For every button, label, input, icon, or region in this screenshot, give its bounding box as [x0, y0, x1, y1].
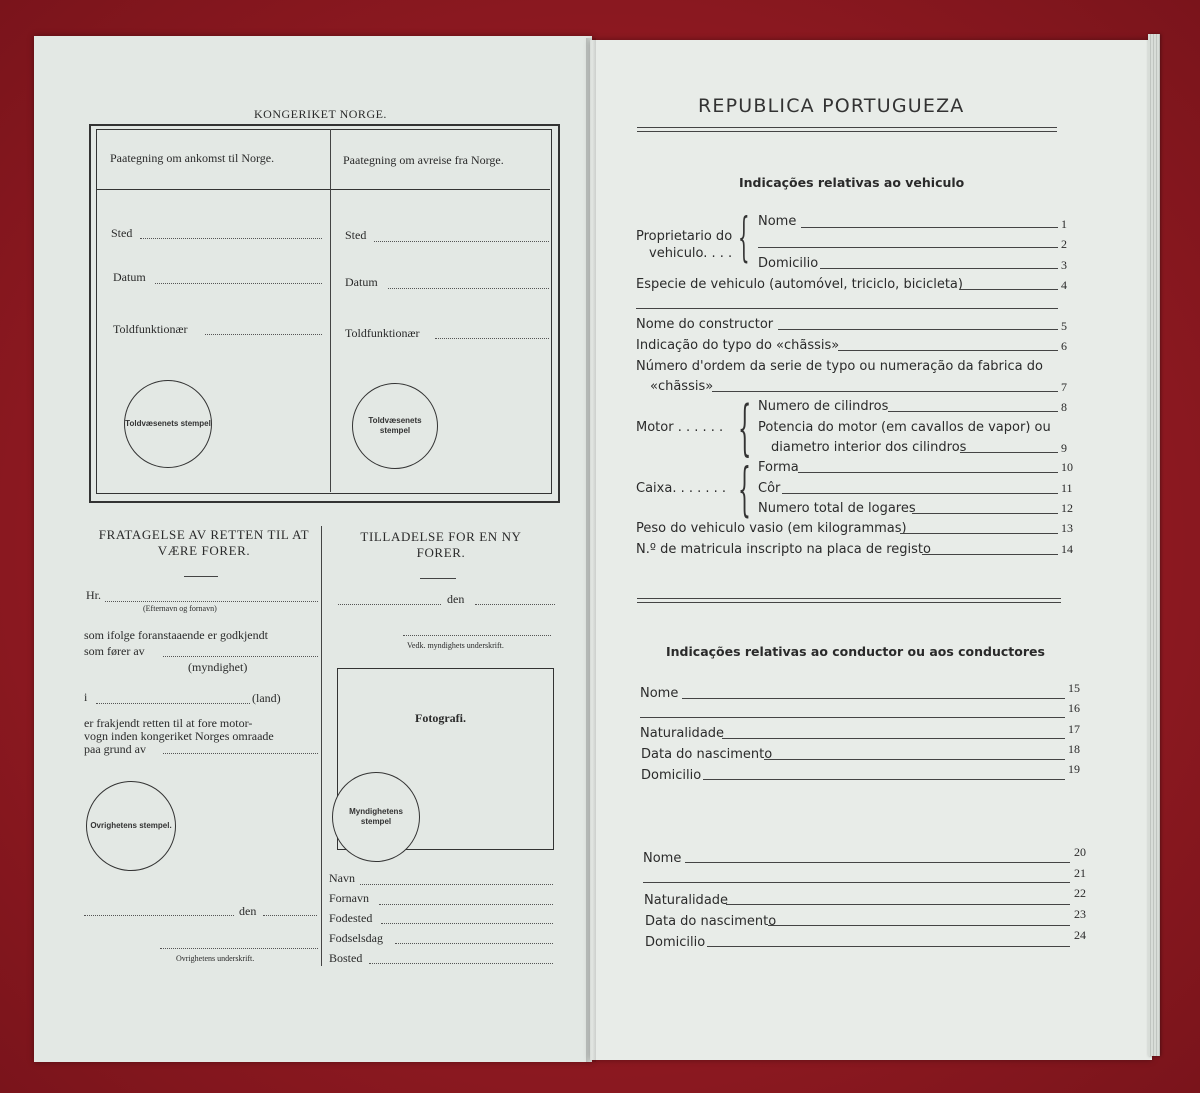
c2-nome: Nome	[643, 851, 682, 866]
som-ifolge: som ifolge foranstaaende er godkjendt	[84, 628, 268, 642]
myndighet-stamp: Myndighetens stempel	[332, 772, 420, 862]
i-label: i	[84, 690, 88, 704]
num-11: 11	[1061, 481, 1073, 495]
fotografi-label: Fotografi.	[415, 711, 466, 725]
num-8: 8	[1061, 400, 1067, 414]
toldvaesen-stamp-2: Toldvæsenets stempel	[352, 383, 438, 469]
field-domicilio: Domicilio	[758, 256, 819, 271]
frakjendt-line3: paa grund av	[84, 742, 146, 756]
som-forer: som fører av	[84, 644, 145, 658]
bosted-label: Bosted	[329, 951, 363, 965]
fodested-label: Fodested	[329, 911, 373, 925]
proprietario-line1: Proprietario do	[636, 229, 733, 244]
col2-datum: Datum	[345, 275, 378, 289]
hr-note: (Efternavn og fornavn)	[143, 604, 217, 613]
frakjendt-line1: er frakjendt retten til at fore motor-	[84, 716, 253, 730]
potencia-line1: Potencia do motor (em cavallos de vapor) ou	[758, 420, 1051, 435]
col1-header: Paategning om ankomst til Norge.	[110, 151, 275, 165]
lower-col-divider	[321, 526, 322, 966]
c2-data: Data do nascimento	[645, 914, 777, 929]
c2-domicilio: Domicilio	[645, 935, 706, 950]
right-title: REPUBLICA PORTUGUEZA	[698, 95, 965, 117]
brace-caixa: {	[738, 455, 751, 523]
col1-datum: Datum	[113, 270, 146, 284]
matricula: N.º de matricula inscripto na placa de registo	[636, 542, 931, 557]
num-9: 9	[1061, 441, 1067, 455]
fornavn-label: Fornavn	[329, 891, 369, 905]
toldvaesen-stamp-1: Toldvæsenets stempel	[124, 380, 212, 468]
myndighet-note: (myndighet)	[188, 660, 248, 674]
field-nome: Nome	[758, 214, 797, 229]
col2-toldfunktionaer: Toldfunktionær	[345, 326, 420, 340]
num-19: 19	[1068, 762, 1080, 776]
num-6: 6	[1061, 339, 1067, 353]
customs-col-divider	[330, 129, 331, 492]
cor: Côr	[758, 481, 781, 496]
potencia-line2: diametro interior dos cilindros	[771, 440, 967, 455]
brace-motor: {	[738, 393, 752, 463]
brace-proprietario: {	[738, 208, 750, 268]
hr-label: Hr.	[86, 588, 101, 602]
num-14: 14	[1061, 542, 1073, 556]
land-note: (land)	[252, 691, 281, 705]
num-12: 12	[1061, 501, 1073, 515]
construtor: Nome do constructor	[636, 317, 774, 332]
motor-label: Motor . . . . . .	[636, 420, 724, 435]
num-5: 5	[1061, 319, 1067, 333]
num-23: 23	[1074, 907, 1086, 921]
vedk-underskrift: Vedk. myndighets underskrift.	[407, 641, 504, 650]
col2-sted: Sted	[345, 228, 367, 242]
num-3: 3	[1061, 258, 1067, 272]
peso: Peso do vehiculo vasio (em kilogrammas)	[636, 521, 907, 536]
cilindros: Numero de cilindros	[758, 399, 889, 414]
c1-nome: Nome	[640, 686, 679, 701]
num-21: 21	[1074, 866, 1086, 880]
num-13: 13	[1061, 521, 1073, 535]
navn-label: Navn	[329, 871, 355, 885]
vehicle-heading: Indicações relativas ao vehiculo	[739, 175, 965, 190]
conductor-heading: Indicações relativas ao conductor ou aos conductores	[666, 644, 1045, 659]
tilladelse-title: TILLADELSE FOR EN NY FORER.	[360, 529, 522, 560]
num-2: 2	[1061, 237, 1067, 251]
book-gutter	[586, 38, 596, 1062]
tilladelse-den: den	[447, 592, 465, 606]
num-1: 1	[1061, 217, 1067, 231]
num-7: 7	[1061, 380, 1067, 394]
especie: Especie de vehiculo (automóvel, triciclo, bicicleta)	[636, 277, 963, 292]
ordem-line2: «chãssis»	[650, 379, 714, 394]
num-20: 20	[1074, 845, 1086, 859]
proprietario-line2: vehiculo. . . .	[649, 246, 733, 261]
num-4: 4	[1061, 278, 1067, 292]
num-24: 24	[1074, 928, 1086, 942]
ovrighet-stamp: Ovrighetens stempel.	[86, 781, 176, 871]
col1-toldfunktionaer: Toldfunktionær	[113, 322, 188, 336]
num-16: 16	[1068, 701, 1080, 715]
c2-naturalidade: Naturalidade	[644, 893, 729, 908]
customs-header-rule	[97, 189, 550, 190]
c1-data: Data do nascimento	[641, 747, 773, 762]
col1-sted: Sted	[111, 226, 133, 240]
num-10: 10	[1061, 460, 1073, 474]
left-title: KONGERIKET NORGE.	[254, 107, 387, 121]
num-15: 15	[1068, 681, 1080, 695]
ordem-line1: Número d'ordem da serie de typo ou numeração da fabrica do	[636, 359, 1043, 374]
caixa-label: Caixa. . . . . . .	[636, 481, 727, 496]
num-18: 18	[1068, 742, 1080, 756]
col2-header: Paategning om avreise fra Norge.	[343, 153, 504, 167]
frat-den: den	[239, 904, 257, 918]
page-edge	[1148, 34, 1160, 1056]
forma: Forma	[758, 460, 799, 475]
c1-naturalidade: Naturalidade	[640, 726, 725, 741]
c1-domicilio: Domicilio	[641, 768, 702, 783]
frakjendt-line2: vogn inden kongeriket Norges omraade	[84, 729, 274, 743]
typo: Indicação do typo do «chãssis»	[636, 338, 840, 353]
logares: Numero total de logares	[758, 501, 916, 516]
ovrighet-underskrift: Ovrighetens underskrift.	[176, 954, 255, 963]
num-17: 17	[1068, 722, 1080, 736]
fodselsdag-label: Fodselsdag	[329, 931, 383, 945]
num-22: 22	[1074, 886, 1086, 900]
fratagelse-title: FRATAGELSE AV RETTEN TIL AT VÆRE FORER.	[98, 527, 310, 558]
